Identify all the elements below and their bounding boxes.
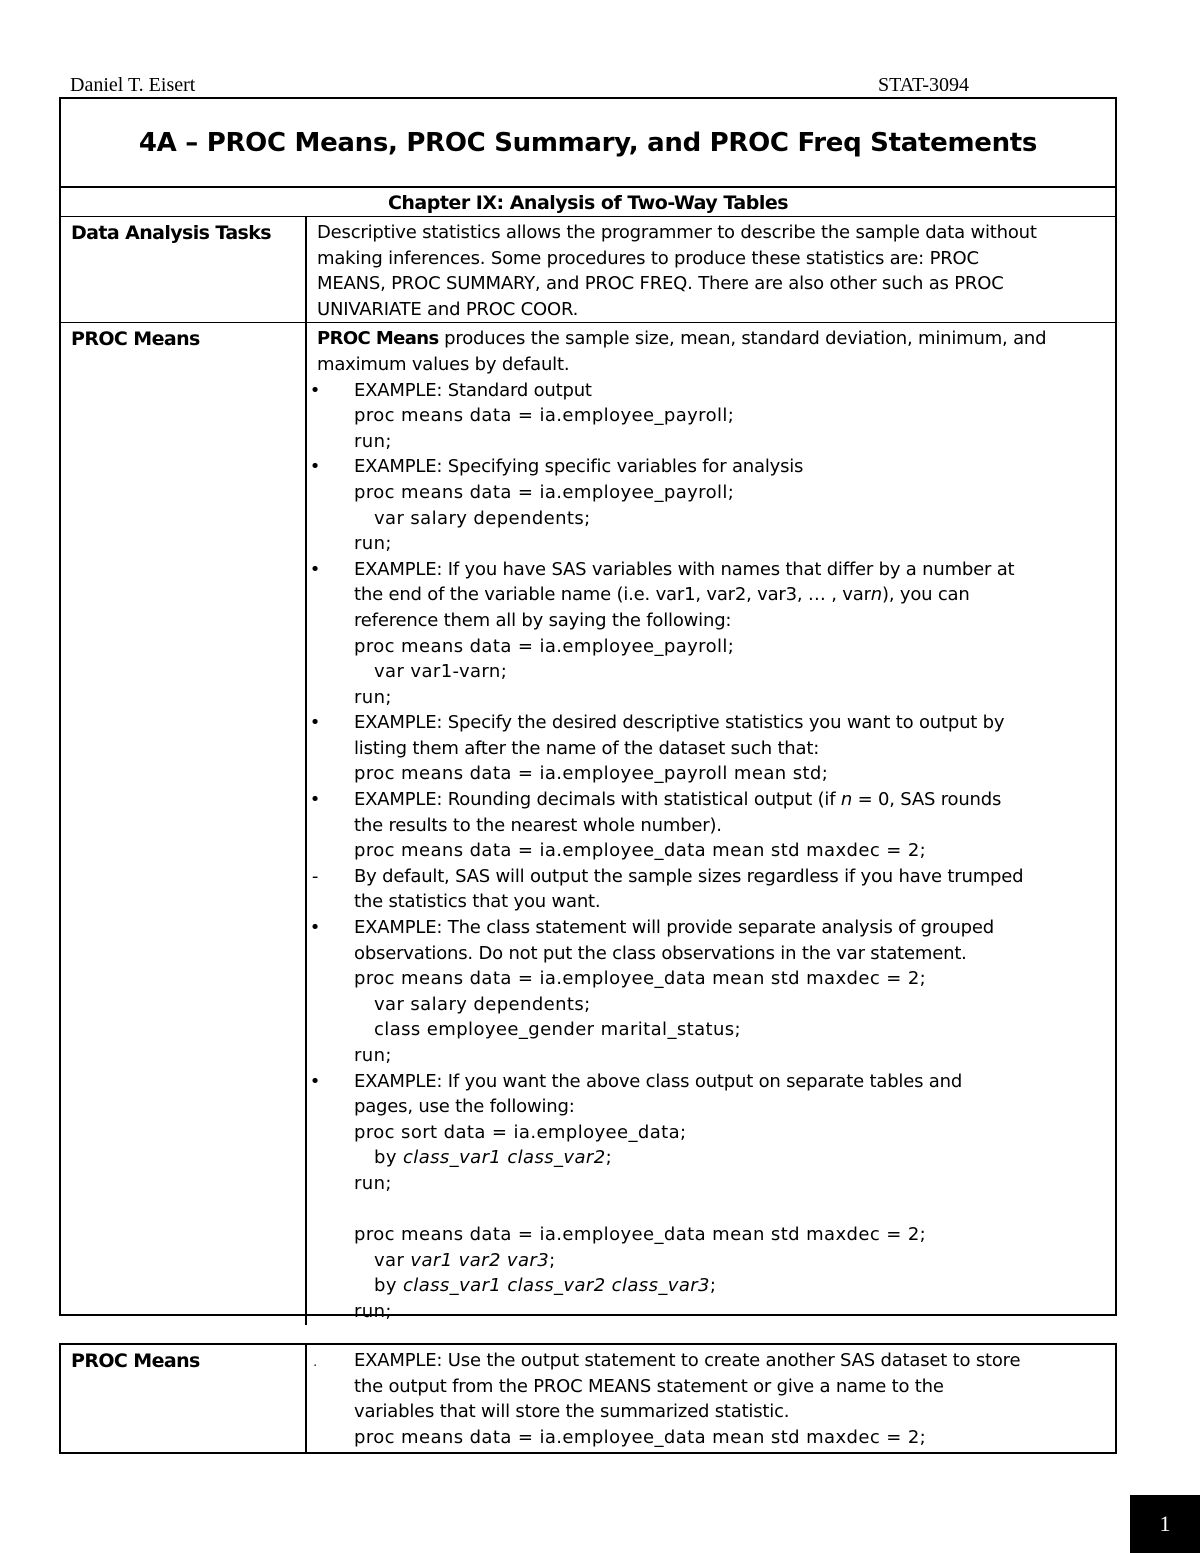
example-item <box>317 710 1109 787</box>
code-line: proc means data = ia.employee_data mean std maxdec = 2; <box>354 1224 927 1246</box>
example-text: EXAMPLE: If you want the above class output on separate tables and <box>354 1070 963 1092</box>
intro-line-2: maximum values by default. <box>317 353 570 375</box>
italic-n: n <box>840 789 853 811</box>
row-content <box>307 323 1115 1324</box>
example-text: pages, use the following: <box>354 1096 575 1118</box>
bullet-icon <box>280 1069 350 1325</box>
code-line: run; <box>354 1045 392 1066</box>
row-proc-means <box>61 323 1115 1324</box>
example-text: reference them all by saying the following: <box>354 609 732 631</box>
notes-table-continued <box>59 1343 1117 1454</box>
italic-n: n <box>870 584 882 606</box>
example-text: observations. Do not put the class observations in the var statement. <box>354 942 967 964</box>
example-text: listing them after the name of the dataset such that: <box>354 737 820 759</box>
example-text: EXAMPLE: The class statement will provide separate analysis of grouped <box>354 917 994 939</box>
code-line <box>354 1248 1109 1274</box>
code-keyword: by <box>374 1147 403 1169</box>
example-text: the results to the nearest whole number). <box>354 814 722 836</box>
intro-rest: produces the sample size, mean, standard deviation, minimum, and <box>438 328 1047 350</box>
code-keyword: by <box>374 1275 403 1297</box>
code-line: var salary dependents; <box>374 993 591 1015</box>
text-line: making inferences. Some procedures to produce these statistics are: PROC <box>317 247 979 269</box>
example-text: EXAMPLE: Use the output statement to create another SAS dataset to store <box>354 1350 1021 1371</box>
example-text: EXAMPLE: Standard output <box>354 379 592 401</box>
row-content <box>307 217 1115 322</box>
code-line: run; <box>354 1172 392 1194</box>
code-italic: class_var1 class_var2 <box>403 1147 606 1169</box>
note-text: the statistics that you want. <box>354 891 601 913</box>
example-item <box>317 1348 1109 1450</box>
note-text: By default, SAS will output the sample sizes regardless if you have trumped <box>354 865 1024 887</box>
bullet-icon <box>280 787 350 864</box>
code-semi: ; <box>709 1275 717 1297</box>
text-line: UNIVARIATE and PROC COOR. <box>317 298 579 320</box>
code-line: run; <box>354 533 392 555</box>
example-item <box>317 378 1109 455</box>
example-text <box>354 787 1109 813</box>
intro-bold: PROC Means <box>317 328 439 350</box>
text-part: the end of the variable name (i.e. var1, var2, var3, … , var <box>354 584 871 606</box>
page-number: 1 <box>1130 1495 1200 1553</box>
code-line: run; <box>354 1300 392 1322</box>
bullet-icon <box>280 454 350 556</box>
code-line: class employee_gender marital_status; <box>374 1019 742 1041</box>
header-course: STAT-3094 <box>878 74 970 96</box>
row-data-analysis <box>61 217 1115 323</box>
example-text: EXAMPLE: Specify the desired descriptive statistics you want to output by <box>354 712 1005 734</box>
text-line: Descriptive statistics allows the programmer to describe the sample data without <box>317 222 1037 243</box>
bullet-icon <box>280 378 350 455</box>
code-line: proc means data = ia.employee_payroll; <box>354 481 735 503</box>
example-item <box>317 1069 1109 1325</box>
text-part: = 0, SAS rounds <box>852 789 1002 811</box>
title-row <box>61 99 1115 188</box>
example-item <box>317 915 1109 1069</box>
header-author: Daniel T. Eisert <box>70 74 196 96</box>
row-label: Data Analysis Tasks <box>61 217 307 322</box>
code-line <box>354 1273 1109 1299</box>
example-text: the output from the PROC MEANS statement or give a name to the <box>354 1375 944 1397</box>
row-label: PROC Means <box>61 1345 307 1452</box>
example-item <box>317 787 1109 864</box>
code-line: proc means data = ia.employee_payroll mean std; <box>354 763 829 785</box>
code-italic: var1 var2 var3 <box>410 1249 550 1271</box>
code-line: proc means data = ia.employee_data mean std maxdec = 2; <box>354 840 927 862</box>
blank-line <box>354 1197 1109 1223</box>
bullet-icon <box>280 710 350 787</box>
code-line: proc sort data = ia.employee_data; <box>354 1121 687 1143</box>
dash-icon <box>280 864 350 915</box>
note-item <box>317 864 1109 915</box>
code-keyword: var <box>374 1249 411 1271</box>
example-text: EXAMPLE: If you have SAS variables with names that differ by a number at <box>354 558 1015 580</box>
code-line <box>354 1145 1109 1171</box>
notes-table <box>59 97 1117 1322</box>
code-line: proc means data = ia.employee_payroll; <box>354 405 735 427</box>
bullet-icon <box>280 1348 350 1450</box>
code-line: var salary dependents; <box>374 507 591 529</box>
bullet-icon <box>280 557 350 711</box>
code-line: proc means data = ia.employee_data mean std maxdec = 2; <box>354 968 927 990</box>
text-part: EXAMPLE: Rounding decimals with statistical output (if <box>354 789 841 811</box>
row-content <box>307 1345 1115 1452</box>
code-semi: ; <box>549 1249 556 1271</box>
code-italic: class_var1 class_var2 class_var3 <box>403 1275 710 1297</box>
text-part: ), you can <box>882 584 970 606</box>
code-line: run; <box>354 686 392 708</box>
row-proc-means-2 <box>61 1345 1115 1452</box>
code-line: run; <box>354 430 392 452</box>
example-text: variables that will store the summarized statistic. <box>354 1401 790 1423</box>
chapter-heading: Chapter IX: Analysis of Two-Way Tables <box>61 188 1115 217</box>
code-line: var var1-varn; <box>374 661 508 683</box>
code-semi: ; <box>605 1147 613 1169</box>
intro-line <box>317 326 1109 352</box>
example-text: EXAMPLE: Specifying specific variables for analysis <box>354 456 804 478</box>
example-item <box>317 454 1109 556</box>
row-label: PROC Means <box>61 323 307 1324</box>
example-text <box>354 582 1109 608</box>
text-line: MEANS, PROC SUMMARY, and PROC FREQ. There are also other such as PROC <box>317 273 1004 295</box>
code-line: proc means data = ia.employee_payroll; <box>354 635 735 657</box>
bullet-icon <box>280 915 350 1069</box>
page-title: 4A – PROC Means, PROC Summary, and PROC Freq Statements <box>138 127 1038 158</box>
code-line: proc means data = ia.employee_data mean std maxdec = 2; <box>354 1426 927 1448</box>
example-item <box>317 557 1109 711</box>
